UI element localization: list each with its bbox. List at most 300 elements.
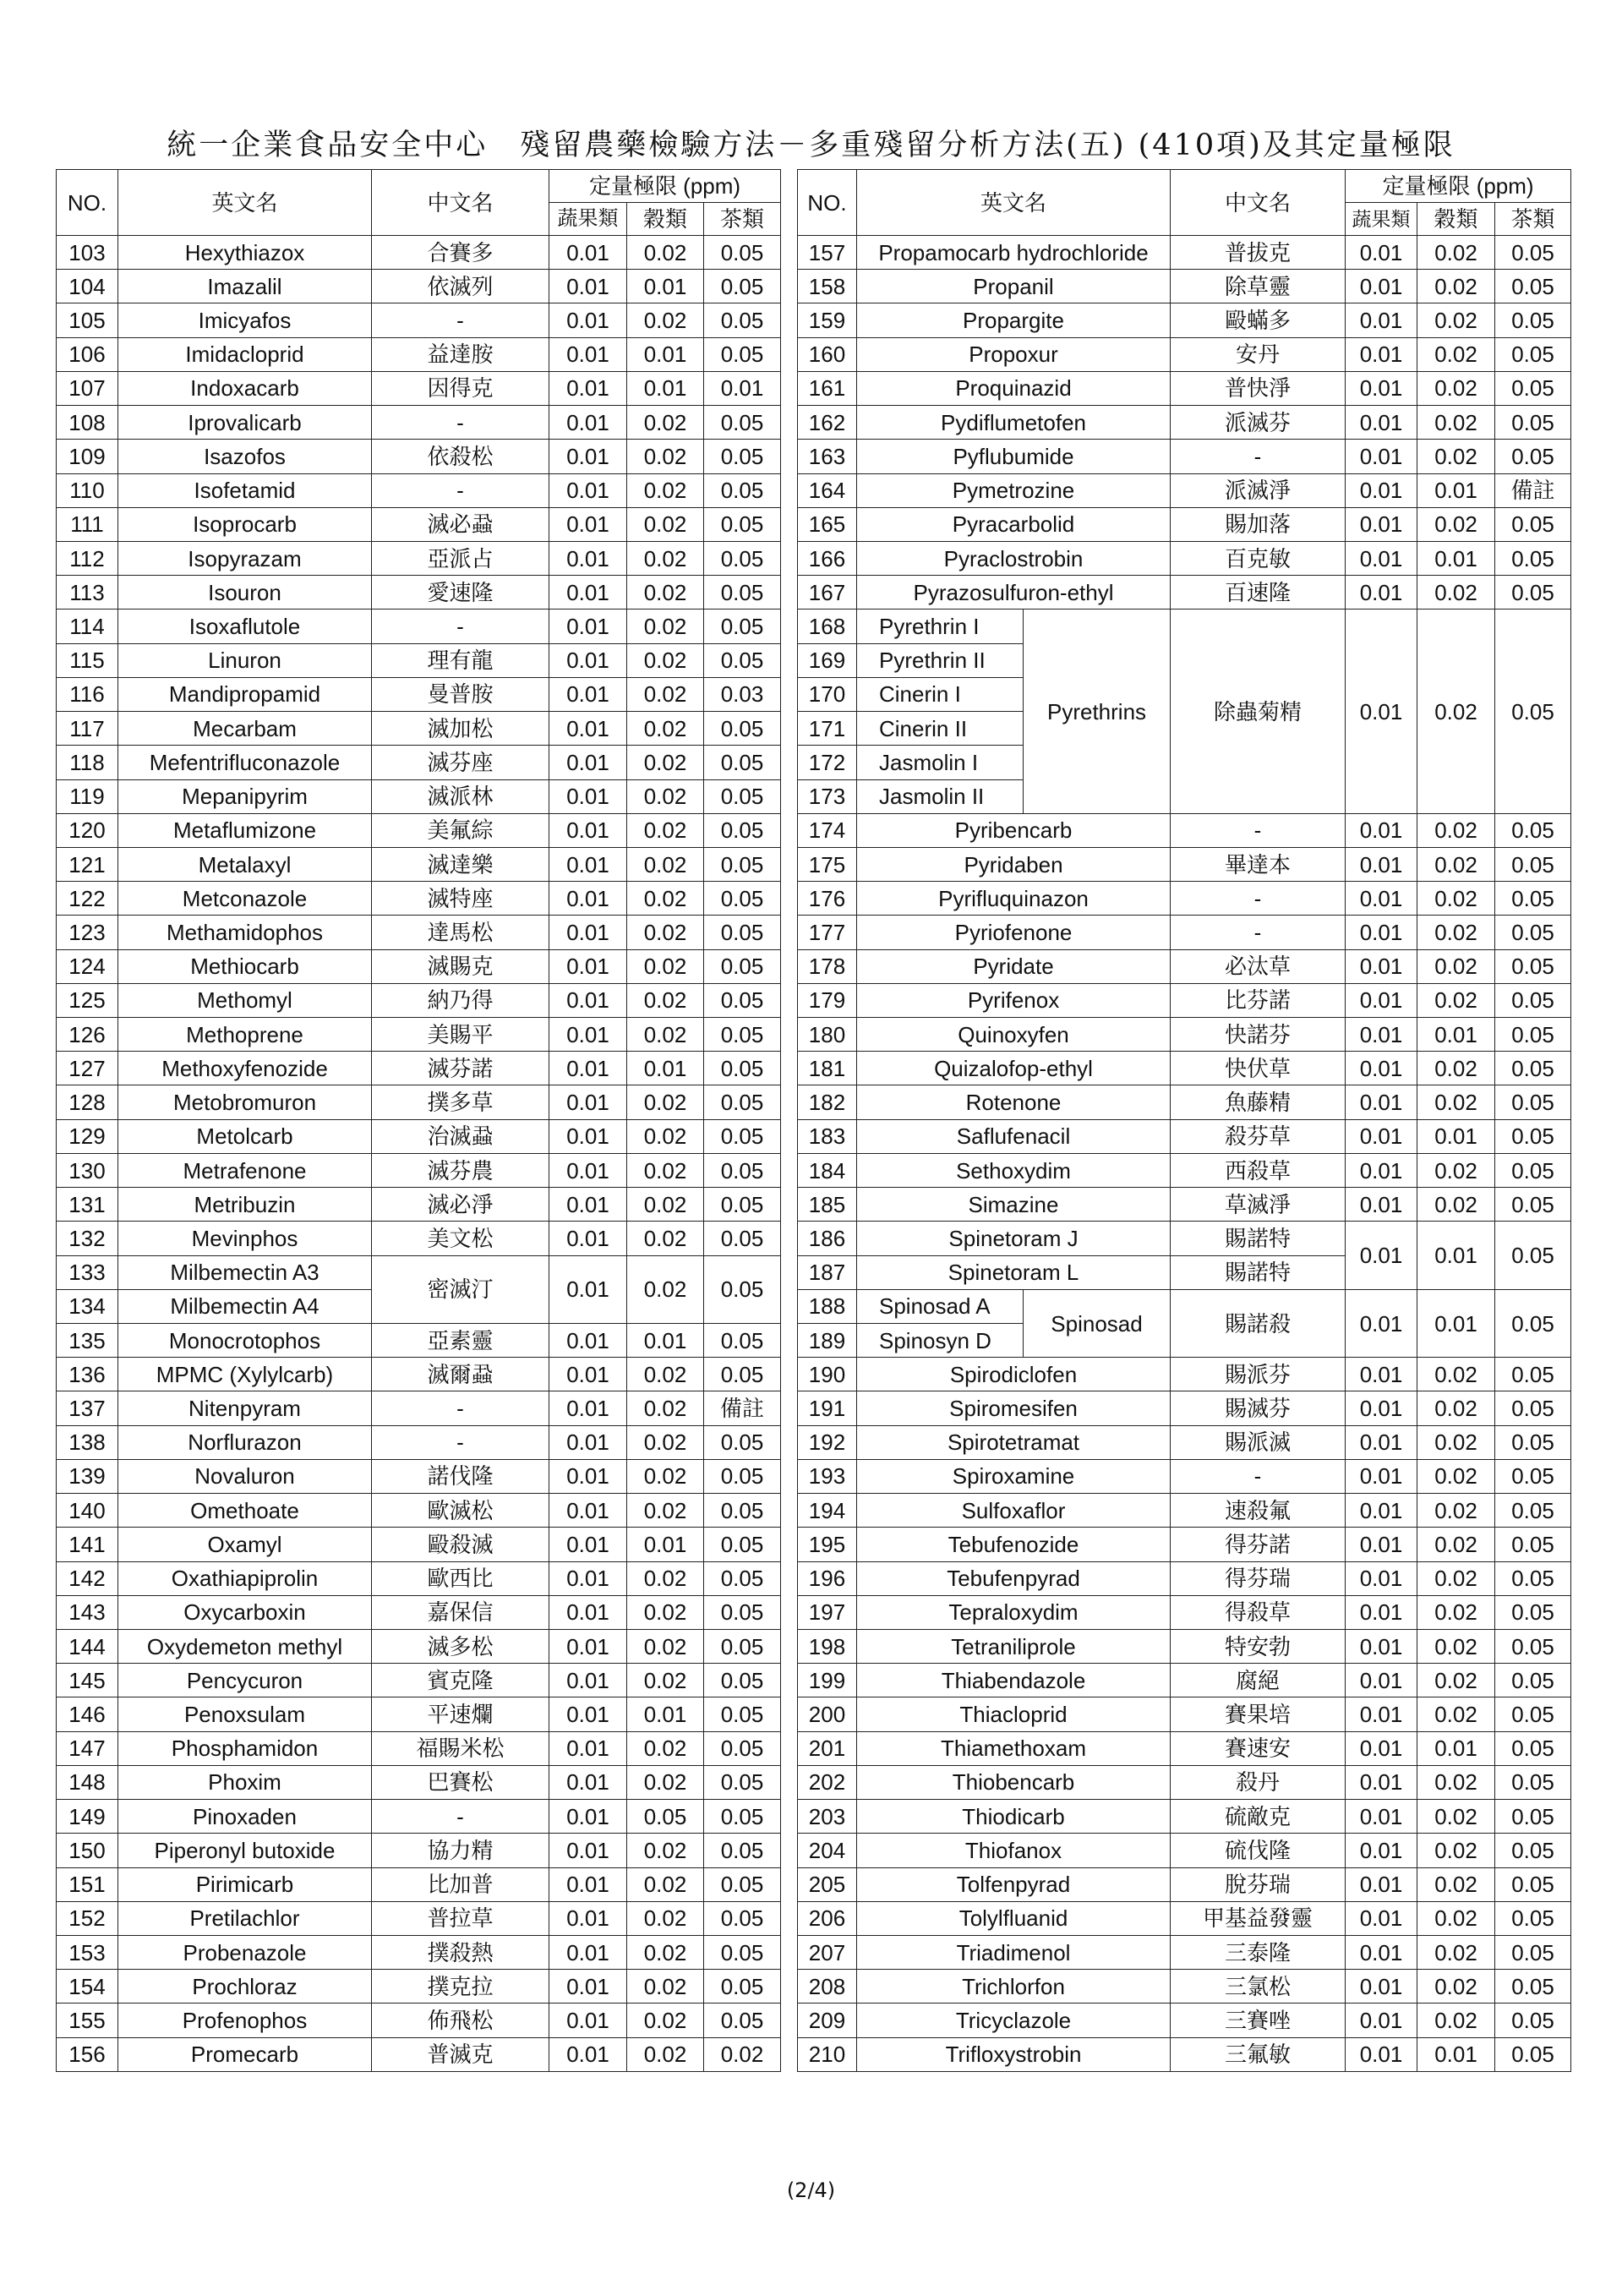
cell-no: 111 (57, 507, 118, 541)
table-row (798, 473, 1571, 507)
table-row (798, 1834, 1571, 1867)
cell-chinese-name: 美賜平 (372, 1018, 549, 1052)
cell-loq-vegetable: 0.01 (549, 1358, 627, 1391)
table-row (57, 1255, 781, 1289)
cell-english-name: Probenazole (118, 1935, 372, 1969)
cell-loq-tea: 0.05 (1495, 337, 1571, 371)
cell-loq-tea: 0.05 (704, 779, 781, 813)
cell-no: 172 (798, 746, 857, 779)
table-row (57, 746, 781, 779)
table-row (57, 406, 781, 440)
cell-chinese-name: 賜諾特 (1171, 1255, 1346, 1289)
cell-loq-tea: 備註 (1495, 473, 1571, 507)
cell-loq-vegetable: 0.01 (1346, 847, 1417, 881)
cell-english-name: Pyribencarb (857, 813, 1171, 847)
cell-chinese-name: 滅多松 (372, 1629, 549, 1663)
cell-loq-grain: 0.02 (1417, 371, 1495, 405)
cell-chinese-name: 治滅蝨 (372, 1119, 549, 1153)
cell-no: 126 (57, 1018, 118, 1052)
table-row (57, 1731, 781, 1765)
cell-no: 128 (57, 1085, 118, 1119)
cell-loq-tea: 0.05 (704, 1561, 781, 1595)
table-row (57, 1697, 781, 1731)
cell-english-name: Pirimicarb (118, 1867, 372, 1901)
cell-loq-vegetable: 0.01 (549, 1052, 627, 1085)
cell-chinese-name: 撲殺熱 (372, 1935, 549, 1969)
cell-loq-vegetable: 0.01 (1346, 1459, 1417, 1493)
cell-no: 190 (798, 1358, 857, 1391)
cell-loq-grain: 0.02 (1417, 1425, 1495, 1459)
cell-chinese-name: - (372, 303, 549, 337)
cell-loq-grain: 0.02 (1417, 1970, 1495, 2004)
cell-chinese-name: 依滅列 (372, 270, 549, 303)
cell-no: 185 (798, 1188, 857, 1222)
cell-loq-grain: 0.02 (627, 2004, 704, 2037)
cell-loq-vegetable: 0.01 (1346, 1834, 1417, 1867)
cell-chinese-name: 亞派占 (372, 541, 549, 575)
cell-loq-grain: 0.02 (627, 1595, 704, 1629)
cell-english-name: Tricyclazole (857, 2004, 1171, 2037)
cell-loq-grain: 0.02 (1417, 2004, 1495, 2037)
table-row (57, 1765, 781, 1799)
cell-loq-tea: 0.05 (1495, 1018, 1571, 1052)
cell-chinese-name: 安丹 (1171, 337, 1346, 371)
cell-no: 104 (57, 270, 118, 303)
cell-loq-grain: 0.02 (627, 1834, 704, 1867)
cell-loq-tea: 0.05 (704, 949, 781, 983)
cell-english-name: Isazofos (118, 440, 372, 473)
cell-chinese-name: 快諾芬 (1171, 1018, 1346, 1052)
cell-english-name: Methomyl (118, 983, 372, 1017)
cell-loq-tea: 0.05 (1495, 440, 1571, 473)
cell-loq-grain: 0.02 (627, 1425, 704, 1459)
table-row (57, 610, 781, 643)
cell-loq-vegetable: 0.01 (1346, 1222, 1417, 1289)
cell-chinese-name: 平速爛 (372, 1697, 549, 1731)
cell-loq-tea: 0.05 (704, 337, 781, 371)
cell-loq-vegetable: 0.01 (1346, 1561, 1417, 1595)
table-row (798, 303, 1571, 337)
cell-loq-vegetable: 0.01 (1346, 303, 1417, 337)
cell-loq-tea: 0.05 (704, 1800, 781, 1834)
table-row (798, 882, 1571, 916)
table-row (798, 1425, 1571, 1459)
cell-chinese-name: 滅派林 (372, 779, 549, 813)
table-row (798, 1459, 1571, 1493)
cell-chinese-name: 比芬諾 (1171, 983, 1346, 1017)
cell-no: 106 (57, 337, 118, 371)
cell-loq-tea: 0.05 (1495, 949, 1571, 983)
cell-english-name: Pyracarbolid (857, 507, 1171, 541)
cell-english-name: Monocrotophos (118, 1324, 372, 1358)
cell-loq-grain: 0.02 (1417, 507, 1495, 541)
cell-loq-vegetable: 0.01 (549, 677, 627, 711)
cell-no: 187 (798, 1255, 857, 1289)
table-row (57, 337, 781, 371)
table-row (798, 916, 1571, 949)
cell-loq-tea: 0.05 (704, 2004, 781, 2037)
cell-loq-tea: 0.05 (704, 1052, 781, 1085)
table-row (798, 1595, 1571, 1629)
cell-loq-vegetable: 0.01 (1346, 406, 1417, 440)
cell-loq-tea: 0.05 (1495, 1153, 1571, 1187)
cell-loq-grain: 0.02 (627, 1731, 704, 1765)
cell-chinese-name: 得芬諾 (1171, 1528, 1346, 1561)
cell-chinese-name: 賜諾特 (1171, 1222, 1346, 1255)
cell-loq-tea: 0.05 (1495, 1867, 1571, 1901)
cell-no: 140 (57, 1494, 118, 1528)
cell-loq-vegetable: 0.01 (1346, 1119, 1417, 1153)
cell-english-name: Simazine (857, 1188, 1171, 1222)
cell-loq-grain: 0.02 (627, 473, 704, 507)
table-row (798, 1800, 1571, 1834)
cell-english-name: Linuron (118, 643, 372, 677)
table-row (57, 576, 781, 610)
cell-loq-vegetable: 0.01 (549, 610, 627, 643)
cell-loq-tea: 0.05 (1495, 236, 1571, 270)
cell-loq-grain: 0.01 (1417, 2037, 1495, 2071)
cell-loq-vegetable: 0.01 (549, 2004, 627, 2037)
cell-loq-tea: 0.05 (1495, 1561, 1571, 1595)
cell-no: 152 (57, 1901, 118, 1935)
cell-loq-vegetable: 0.01 (1346, 1188, 1417, 1222)
cell-loq-tea: 0.05 (704, 1629, 781, 1663)
cell-chinese-name: 畢達本 (1171, 847, 1346, 881)
cell-loq-vegetable: 0.01 (1346, 576, 1417, 610)
cell-group-name: Pyrethrins (1024, 610, 1171, 813)
cell-loq-vegetable: 0.01 (1346, 1970, 1417, 2004)
cell-loq-tea: 0.05 (704, 1188, 781, 1222)
cell-english-name: Propargite (857, 303, 1171, 337)
cell-loq-vegetable: 0.01 (1346, 1664, 1417, 1697)
cell-english-name: Penoxsulam (118, 1697, 372, 1731)
cell-no: 169 (798, 643, 857, 677)
cell-loq-vegetable: 0.01 (549, 949, 627, 983)
cell-no: 174 (798, 813, 857, 847)
cell-loq-vegetable: 0.01 (1346, 882, 1417, 916)
cell-loq-grain: 0.01 (627, 1052, 704, 1085)
cell-no: 189 (798, 1324, 857, 1358)
cell-loq-grain: 0.02 (1417, 1085, 1495, 1119)
cell-loq-tea: 0.05 (704, 847, 781, 881)
cell-english-name: Iprovalicarb (118, 406, 372, 440)
cell-chinese-name: 合賽多 (372, 236, 549, 270)
cell-loq-vegetable: 0.01 (1346, 371, 1417, 405)
cell-loq-vegetable: 0.01 (1346, 1289, 1417, 1357)
cell-chinese-name: 西殺草 (1171, 1153, 1346, 1187)
cell-loq-tea: 0.05 (1495, 1391, 1571, 1425)
cell-english-name: Methiocarb (118, 949, 372, 983)
cell-loq-vegetable: 0.01 (1346, 440, 1417, 473)
cell-loq-vegetable: 0.01 (1346, 1629, 1417, 1663)
table-row (57, 813, 781, 847)
cell-no: 116 (57, 677, 118, 711)
cell-loq-vegetable: 0.01 (1346, 949, 1417, 983)
cell-loq-grain: 0.01 (627, 1697, 704, 1731)
cell-loq-grain: 0.02 (627, 1222, 704, 1255)
cell-chinese-name: 腐絕 (1171, 1664, 1346, 1697)
table-row (798, 1153, 1571, 1187)
cell-chinese-name: 滅達樂 (372, 847, 549, 881)
cell-chinese-name: - (372, 610, 549, 643)
cell-english-name: Methoprene (118, 1018, 372, 1052)
table-row (798, 1188, 1571, 1222)
cell-english-name: Novaluron (118, 1459, 372, 1493)
cell-no: 175 (798, 847, 857, 881)
cell-loq-tea: 0.05 (1495, 847, 1571, 881)
table-row (798, 507, 1571, 541)
cell-loq-vegetable: 0.01 (549, 847, 627, 881)
cell-loq-vegetable: 0.01 (549, 1255, 627, 1323)
cell-loq-tea: 0.05 (704, 712, 781, 746)
cell-english-name: Prochloraz (118, 1970, 372, 2004)
table-row (57, 949, 781, 983)
header-grain: 穀類 (627, 203, 704, 236)
cell-loq-grain: 0.02 (1417, 1629, 1495, 1663)
cell-english-name: Metolcarb (118, 1119, 372, 1153)
cell-no: 149 (57, 1800, 118, 1834)
cell-loq-grain: 0.02 (627, 1561, 704, 1595)
cell-english-name: Profenophos (118, 2004, 372, 2037)
table-row (798, 1765, 1571, 1799)
cell-no: 157 (798, 236, 857, 270)
cell-loq-grain: 0.02 (1417, 270, 1495, 303)
cell-english-name: Oxycarboxin (118, 1595, 372, 1629)
table-row (57, 1834, 781, 1867)
table-row (798, 1697, 1571, 1731)
cell-loq-grain: 0.02 (627, 779, 704, 813)
cell-no: 207 (798, 1935, 857, 1969)
cell-loq-vegetable: 0.01 (549, 406, 627, 440)
cell-english-name: Pyraclostrobin (857, 541, 1171, 575)
cell-no: 132 (57, 1222, 118, 1255)
cell-english-name: Spirodiclofen (857, 1358, 1171, 1391)
table-row (57, 1459, 781, 1493)
cell-loq-tea: 0.05 (1495, 541, 1571, 575)
cell-no: 206 (798, 1901, 857, 1935)
cell-no: 125 (57, 983, 118, 1017)
table-row (57, 847, 781, 881)
table-row (57, 541, 781, 575)
cell-chinese-name: 亞素靈 (372, 1324, 549, 1358)
cell-loq-vegetable: 0.01 (549, 882, 627, 916)
cell-loq-grain: 0.01 (627, 371, 704, 405)
cell-loq-grain: 0.02 (1417, 882, 1495, 916)
cell-no: 177 (798, 916, 857, 949)
table-row (798, 1358, 1571, 1391)
table-row (57, 1018, 781, 1052)
cell-no: 171 (798, 712, 857, 746)
cell-no: 133 (57, 1255, 118, 1289)
header-grain: 穀類 (1417, 203, 1495, 236)
header-tea: 茶類 (704, 203, 781, 236)
cell-chinese-name: - (372, 473, 549, 507)
cell-no: 123 (57, 916, 118, 949)
cell-loq-vegetable: 0.01 (549, 779, 627, 813)
cell-chinese-name: 三氯松 (1171, 1970, 1346, 2004)
cell-chinese-name: 巴賽松 (372, 1765, 549, 1799)
cell-loq-vegetable: 0.01 (1346, 507, 1417, 541)
cell-english-name: Isoxaflutole (118, 610, 372, 643)
cell-loq-tea: 0.05 (1495, 1970, 1571, 2004)
cell-chinese-name: 硫伐隆 (1171, 1834, 1346, 1867)
cell-loq-tea: 0.05 (704, 406, 781, 440)
cell-english-name: Thiacloprid (857, 1697, 1171, 1731)
cell-english-name: Jasmolin II (857, 779, 1024, 813)
cell-chinese-name: 普快淨 (1171, 371, 1346, 405)
cell-chinese-name: 滅特座 (372, 882, 549, 916)
cell-loq-tea: 0.05 (1495, 1800, 1571, 1834)
cell-english-name: Omethoate (118, 1494, 372, 1528)
cell-chinese-name: 納乃得 (372, 983, 549, 1017)
cell-no: 166 (798, 541, 857, 575)
cell-loq-tea: 0.05 (704, 576, 781, 610)
cell-loq-grain: 0.02 (627, 1459, 704, 1493)
cell-loq-tea: 0.05 (1495, 1731, 1571, 1765)
cell-loq-vegetable: 0.01 (549, 576, 627, 610)
cell-chinese-name: - (1171, 882, 1346, 916)
cell-chinese-name: 速殺氟 (1171, 1494, 1346, 1528)
cell-loq-tea: 0.05 (1495, 1935, 1571, 1969)
cell-english-name: MPMC (Xylylcarb) (118, 1358, 372, 1391)
cell-loq-grain: 0.02 (627, 1935, 704, 1969)
cell-loq-tea: 0.05 (704, 1425, 781, 1459)
cell-no: 159 (798, 303, 857, 337)
cell-loq-tea: 0.05 (1495, 1834, 1571, 1867)
cell-loq-tea: 0.05 (704, 1459, 781, 1493)
table-row (57, 1800, 781, 1834)
cell-chinese-name: 達馬松 (372, 916, 549, 949)
cell-chinese-name: 滅必蝨 (372, 507, 549, 541)
table-row (57, 1629, 781, 1663)
cell-loq-vegetable: 0.01 (549, 1561, 627, 1595)
cell-english-name: Propanil (857, 270, 1171, 303)
cell-chinese-name: 滅芬農 (372, 1153, 549, 1187)
cell-chinese-name: - (372, 406, 549, 440)
cell-loq-vegetable: 0.01 (549, 1970, 627, 2004)
cell-no: 200 (798, 1697, 857, 1731)
cell-english-name: Quizalofop-ethyl (857, 1052, 1171, 1085)
cell-loq-vegetable: 0.01 (1346, 1085, 1417, 1119)
cell-no: 115 (57, 643, 118, 677)
cell-loq-vegetable: 0.01 (549, 440, 627, 473)
cell-loq-vegetable: 0.01 (549, 1391, 627, 1425)
cell-chinese-name: 脫芬瑞 (1171, 1867, 1346, 1901)
cell-loq-vegetable: 0.01 (1346, 983, 1417, 1017)
cell-loq-vegetable: 0.01 (1346, 1018, 1417, 1052)
table-row (57, 1901, 781, 1935)
cell-chinese-name: 派滅芬 (1171, 406, 1346, 440)
cell-chinese-name: 依殺松 (372, 440, 549, 473)
table-row (57, 2037, 781, 2071)
cell-loq-grain: 0.02 (627, 2037, 704, 2071)
residue-table-right (797, 169, 1571, 2072)
cell-chinese-name: 美氟綜 (372, 813, 549, 847)
table-row (57, 1494, 781, 1528)
cell-chinese-name: 賽果培 (1171, 1697, 1346, 1731)
cell-english-name: Promecarb (118, 2037, 372, 2071)
cell-english-name: Pyridate (857, 949, 1171, 983)
cell-no: 117 (57, 712, 118, 746)
cell-no: 204 (798, 1834, 857, 1867)
cell-loq-tea: 0.05 (704, 1119, 781, 1153)
cell-no: 121 (57, 847, 118, 881)
cell-loq-grain: 0.02 (627, 949, 704, 983)
cell-loq-vegetable: 0.01 (549, 270, 627, 303)
cell-loq-tea: 0.05 (1495, 1664, 1571, 1697)
table-row (57, 1324, 781, 1358)
cell-english-name: Tebufenpyrad (857, 1561, 1171, 1595)
cell-loq-vegetable: 0.01 (549, 507, 627, 541)
cell-loq-grain: 0.02 (1417, 1459, 1495, 1493)
cell-no: 173 (798, 779, 857, 813)
cell-loq-tea: 0.05 (1495, 1595, 1571, 1629)
cell-loq-vegetable: 0.01 (549, 1901, 627, 1935)
header-chinese-name: 中文名 (1171, 170, 1346, 236)
cell-loq-grain: 0.02 (1417, 1494, 1495, 1528)
cell-english-name: Mecarbam (118, 712, 372, 746)
cell-loq-vegetable: 0.01 (549, 1494, 627, 1528)
cell-loq-grain: 0.02 (1417, 1800, 1495, 1834)
cell-loq-vegetable: 0.01 (1346, 2004, 1417, 2037)
cell-chinese-name: 必汰草 (1171, 949, 1346, 983)
cell-loq-vegetable: 0.01 (549, 1664, 627, 1697)
cell-no: 210 (798, 2037, 857, 2071)
cell-loq-vegetable: 0.01 (1346, 236, 1417, 270)
cell-loq-grain: 0.02 (627, 916, 704, 949)
cell-english-name: Metobromuron (118, 1085, 372, 1119)
cell-loq-tea: 0.05 (1495, 2004, 1571, 2037)
cell-loq-grain: 0.01 (1417, 1018, 1495, 1052)
cell-english-name: Proquinazid (857, 371, 1171, 405)
cell-no: 145 (57, 1664, 118, 1697)
cell-loq-tea: 0.05 (1495, 507, 1571, 541)
cell-loq-grain: 0.02 (1417, 1153, 1495, 1187)
table-row (57, 371, 781, 405)
header-english-name: 英文名 (118, 170, 372, 236)
cell-loq-grain: 0.02 (1417, 1664, 1495, 1697)
cell-loq-vegetable: 0.01 (549, 1324, 627, 1358)
cell-loq-tea: 0.05 (704, 1731, 781, 1765)
cell-english-name: Pyflubumide (857, 440, 1171, 473)
cell-no: 119 (57, 779, 118, 813)
cell-chinese-name: - (1171, 813, 1346, 847)
cell-loq-vegetable: 0.01 (549, 1153, 627, 1187)
cell-loq-tea: 0.05 (1495, 1494, 1571, 1528)
cell-loq-vegetable: 0.01 (549, 1188, 627, 1222)
cell-loq-tea: 0.05 (704, 1358, 781, 1391)
cell-loq-vegetable: 0.01 (549, 337, 627, 371)
cell-english-name: Piperonyl butoxide (118, 1834, 372, 1867)
cell-loq-grain: 0.02 (627, 1153, 704, 1187)
table-row (798, 576, 1571, 610)
cell-loq-tea: 0.05 (1495, 1289, 1571, 1357)
cell-loq-grain: 0.01 (1417, 1222, 1495, 1289)
cell-loq-grain: 0.02 (1417, 1528, 1495, 1561)
cell-english-name: Thiobencarb (857, 1765, 1171, 1799)
cell-no: 134 (57, 1289, 118, 1323)
table-row (57, 1052, 781, 1085)
table-row (798, 1731, 1571, 1765)
cell-chinese-name: 福賜米松 (372, 1731, 549, 1765)
cell-loq-grain: 0.02 (627, 610, 704, 643)
table-row (57, 1119, 781, 1153)
cell-loq-grain: 0.02 (1417, 406, 1495, 440)
cell-english-name: Mandipropamid (118, 677, 372, 711)
table-row (57, 236, 781, 270)
table-row (798, 371, 1571, 405)
cell-loq-grain: 0.02 (1417, 1595, 1495, 1629)
